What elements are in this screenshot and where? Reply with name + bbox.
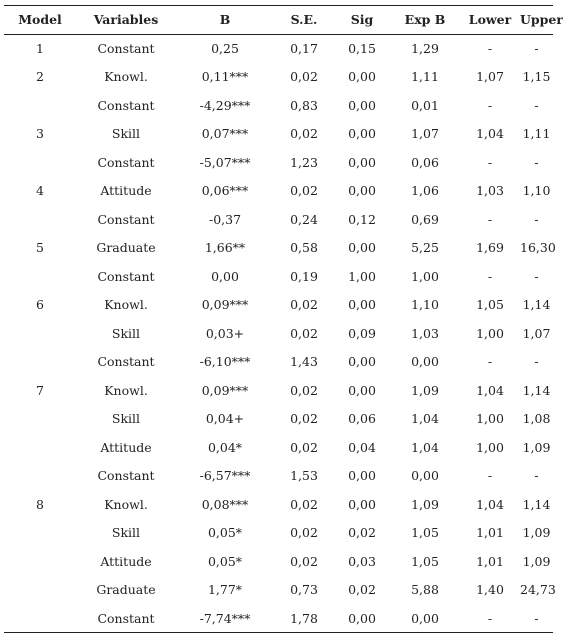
cell-se: 0,02 — [290, 496, 318, 512]
cell-lower: - — [487, 154, 493, 170]
table-body — [4, 34, 556, 633]
cell-variable: Graduate — [96, 582, 156, 598]
cell-b: -6,10*** — [199, 354, 251, 370]
cell-exp-b: 1,10 — [411, 297, 439, 313]
table-row — [4, 120, 553, 149]
cell-upper: - — [534, 468, 539, 484]
cell-se: 0,02 — [290, 297, 318, 313]
cell-sig: 1,00 — [348, 268, 376, 284]
cell-variable: Constant — [97, 268, 155, 284]
cell-exp-b: 0,00 — [411, 468, 439, 484]
cell-model — [4, 205, 76, 234]
header-b: B — [219, 12, 231, 28]
cell-sig: 0,15 — [348, 41, 376, 56]
cell-b: 0,06*** — [201, 183, 249, 199]
cell-variable: Constant — [97, 610, 155, 626]
cell-sig: 0,03 — [348, 553, 376, 569]
cell-se: 0,24 — [290, 211, 318, 227]
cell-b: 0,11*** — [201, 69, 249, 85]
cell-b: 0,00 — [211, 268, 239, 284]
cell-variable: Graduate — [96, 240, 156, 256]
cell-sig: 0,00 — [348, 297, 376, 313]
cell-exp-b: 1,07 — [411, 126, 439, 142]
cell-variable: Knowl. — [104, 382, 148, 398]
cell-se: 1,23 — [290, 154, 318, 170]
cell-se: 1,53 — [290, 468, 318, 484]
cell-exp-b: 1,29 — [411, 41, 439, 56]
table-header-row — [4, 6, 553, 34]
cell-model — [4, 576, 76, 605]
cell-b: 1,77* — [207, 582, 243, 598]
cell-se: 1,78 — [290, 610, 318, 626]
cell-model — [4, 405, 76, 434]
cell-model: 6 — [36, 297, 44, 313]
cell-se: 0,83 — [290, 97, 318, 113]
cell-variable: Skill — [111, 126, 141, 142]
table-row — [4, 462, 553, 491]
cell-sig: 0,12 — [348, 211, 376, 227]
cell-upper: 24,73 — [520, 582, 556, 598]
cell-lower: 1,04 — [476, 496, 504, 512]
cell-variable: Skill — [111, 411, 141, 427]
cell-lower: 1,03 — [476, 183, 504, 199]
table-row — [4, 547, 553, 576]
cell-exp-b: 1,09 — [411, 496, 439, 512]
cell-b: 0,09*** — [201, 382, 249, 398]
cell-upper: 1,14 — [522, 297, 551, 313]
cell-model — [4, 262, 76, 291]
cell-lower: - — [487, 610, 493, 626]
cell-lower: 1,69 — [476, 240, 504, 256]
cell-variable: Skill — [111, 525, 141, 541]
cell-exp-b: 0,01 — [411, 97, 439, 113]
cell-model: 3 — [36, 126, 44, 142]
table-row — [4, 433, 553, 462]
cell-b: 0,04* — [207, 439, 243, 455]
cell-variable: Knowl. — [104, 496, 148, 512]
cell-sig: 0,00 — [348, 468, 376, 484]
cell-sig: 0,00 — [348, 240, 376, 256]
cell-variable: Knowl. — [104, 297, 148, 313]
cell-b: -6,57*** — [199, 468, 251, 484]
header-exp-b: Exp B — [404, 12, 446, 28]
cell-upper: - — [534, 610, 539, 626]
cell-b: -7,74*** — [199, 610, 251, 626]
cell-b: -5,07*** — [199, 154, 251, 170]
table-row — [4, 348, 553, 377]
cell-lower: - — [487, 268, 493, 284]
cell-b: 0,07*** — [201, 126, 249, 142]
cell-sig: 0,00 — [348, 183, 376, 199]
cell-model: 1 — [36, 41, 44, 56]
cell-model — [4, 519, 76, 548]
cell-exp-b: 1,04 — [411, 411, 439, 427]
cell-upper: - — [534, 354, 539, 370]
cell-lower: - — [487, 211, 493, 227]
cell-lower: 1,00 — [476, 411, 504, 427]
cell-variable: Constant — [97, 468, 155, 484]
cell-lower: 1,01 — [476, 553, 504, 569]
cell-b: -0,37 — [208, 211, 242, 227]
cell-exp-b: 1,11 — [411, 69, 439, 85]
cell-variable: Attitude — [100, 553, 152, 569]
cell-lower: 1,00 — [476, 325, 504, 341]
cell-upper: - — [534, 41, 539, 56]
cell-model — [4, 462, 76, 491]
cell-exp-b: 0,06 — [411, 154, 439, 170]
cell-lower: - — [487, 354, 493, 370]
cell-exp-b: 1,05 — [411, 553, 439, 569]
table-row — [4, 63, 553, 92]
cell-model — [4, 604, 76, 633]
cell-variable: Skill — [111, 325, 141, 341]
cell-sig: 0,02 — [348, 582, 376, 598]
cell-lower: - — [487, 41, 493, 56]
cell-b: 0,05* — [207, 525, 243, 541]
cell-b: 0,09*** — [201, 297, 249, 313]
cell-se: 0,02 — [290, 183, 318, 199]
cell-model: 4 — [36, 183, 44, 199]
table-row — [4, 576, 553, 605]
table-row — [4, 519, 553, 548]
cell-exp-b: 5,25 — [411, 240, 439, 256]
cell-lower: 1,07 — [476, 69, 504, 85]
cell-exp-b: 1,04 — [411, 439, 439, 455]
cell-exp-b: 0,00 — [411, 610, 439, 626]
cell-variable: Knowl. — [104, 69, 148, 85]
cell-se: 0,58 — [290, 240, 318, 256]
cell-upper: 1,10 — [522, 183, 551, 199]
cell-sig: 0,00 — [348, 69, 376, 85]
cell-sig: 0,00 — [348, 126, 376, 142]
cell-se: 0,02 — [290, 553, 318, 569]
cell-variable: Constant — [97, 211, 155, 227]
table-row — [4, 490, 553, 519]
cell-exp-b: 0,69 — [411, 211, 439, 227]
cell-sig: 0,04 — [348, 439, 376, 455]
cell-upper: 1,09 — [522, 553, 551, 569]
cell-model: 7 — [36, 382, 44, 398]
table-row — [4, 319, 553, 348]
cell-upper: 1,15 — [522, 69, 551, 85]
cell-model — [4, 433, 76, 462]
table-row — [4, 205, 553, 234]
cell-sig: 0,02 — [348, 525, 376, 541]
cell-se: 0,02 — [290, 325, 318, 341]
table-row — [4, 177, 553, 206]
cell-upper: 1,11 — [522, 126, 551, 142]
cell-exp-b: 1,09 — [411, 382, 439, 398]
cell-sig: 0,06 — [348, 411, 376, 427]
cell-sig: 0,00 — [348, 496, 376, 512]
cell-sig: 0,00 — [348, 610, 376, 626]
cell-lower: 1,04 — [476, 126, 504, 142]
cell-lower: 1,05 — [476, 297, 504, 313]
table-row — [4, 405, 553, 434]
cell-upper: - — [534, 154, 539, 170]
table-row — [4, 91, 553, 120]
cell-upper: 16,30 — [520, 240, 556, 256]
cell-se: 0,02 — [290, 69, 318, 85]
cell-se: 0,02 — [290, 126, 318, 142]
cell-lower: 1,00 — [476, 439, 504, 455]
cell-b: -4,29*** — [199, 97, 251, 113]
cell-b: 0,03+ — [205, 325, 245, 341]
cell-se: 0,02 — [290, 382, 318, 398]
table-row — [4, 376, 553, 405]
cell-b: 0,08*** — [201, 496, 249, 512]
cell-model: 5 — [36, 240, 44, 256]
cell-se: 1,43 — [290, 354, 318, 370]
cell-variable: Constant — [97, 354, 155, 370]
cell-model — [4, 348, 76, 377]
cell-exp-b: 5,88 — [411, 582, 439, 598]
cell-sig: 0,00 — [348, 354, 376, 370]
header-sig: Sig — [350, 12, 374, 28]
cell-sig: 0,09 — [348, 325, 376, 341]
cell-b: 0,04+ — [205, 411, 245, 427]
cell-upper: - — [534, 97, 539, 113]
cell-sig: 0,00 — [348, 97, 376, 113]
cell-exp-b: 1,03 — [411, 325, 439, 341]
cell-lower: 1,01 — [476, 525, 504, 541]
cell-model — [4, 319, 76, 348]
table-row — [4, 34, 553, 63]
cell-upper: 1,14 — [522, 382, 551, 398]
table-row — [4, 262, 553, 291]
cell-upper: 1,09 — [522, 439, 551, 455]
cell-se: 0,17 — [290, 41, 318, 56]
cell-upper: 1,08 — [522, 411, 551, 427]
header-variables: Variables — [93, 12, 159, 28]
cell-variable: Constant — [97, 41, 155, 56]
header-upper: Upper — [520, 12, 563, 28]
cell-se: 0,19 — [290, 268, 318, 284]
cell-variable: Attitude — [100, 183, 152, 199]
cell-model — [4, 91, 76, 120]
cell-exp-b: 0,00 — [411, 354, 439, 370]
cell-variable: Constant — [97, 97, 155, 113]
cell-se: 0,02 — [290, 439, 318, 455]
cell-b: 0,05* — [207, 553, 243, 569]
cell-variable: Constant — [97, 154, 155, 170]
cell-model: 2 — [36, 69, 44, 85]
cell-lower: 1,04 — [476, 382, 504, 398]
cell-se: 0,02 — [290, 525, 318, 541]
table-row — [4, 148, 553, 177]
table-row — [4, 291, 553, 320]
cell-model — [4, 547, 76, 576]
table-row — [4, 234, 553, 263]
cell-upper: 1,07 — [522, 325, 551, 341]
cell-sig: 0,00 — [348, 154, 376, 170]
cell-upper: 1,14 — [522, 496, 551, 512]
cell-exp-b: 1,00 — [411, 268, 439, 284]
header-model: Model — [18, 12, 62, 28]
cell-exp-b: 1,05 — [411, 525, 439, 541]
cell-lower: 1,40 — [476, 582, 504, 598]
cell-model: 8 — [36, 496, 44, 512]
cell-upper: 1,09 — [522, 525, 551, 541]
cell-upper: - — [534, 268, 539, 284]
cell-sig: 0,00 — [348, 382, 376, 398]
cell-exp-b: 1,06 — [411, 183, 439, 199]
regression-results-table — [4, 6, 563, 633]
header-se: S.E. — [290, 12, 318, 28]
cell-b: 1,66** — [204, 240, 246, 256]
table-row — [4, 604, 553, 633]
cell-b: 0,25 — [211, 41, 239, 56]
cell-upper: - — [534, 211, 539, 227]
cell-model — [4, 148, 76, 177]
header-lower: Lower — [468, 12, 512, 28]
cell-lower: - — [487, 468, 493, 484]
cell-variable: Attitude — [100, 439, 152, 455]
cell-se: 0,02 — [290, 411, 318, 427]
cell-se: 0,73 — [290, 582, 318, 598]
cell-lower: - — [487, 97, 493, 113]
